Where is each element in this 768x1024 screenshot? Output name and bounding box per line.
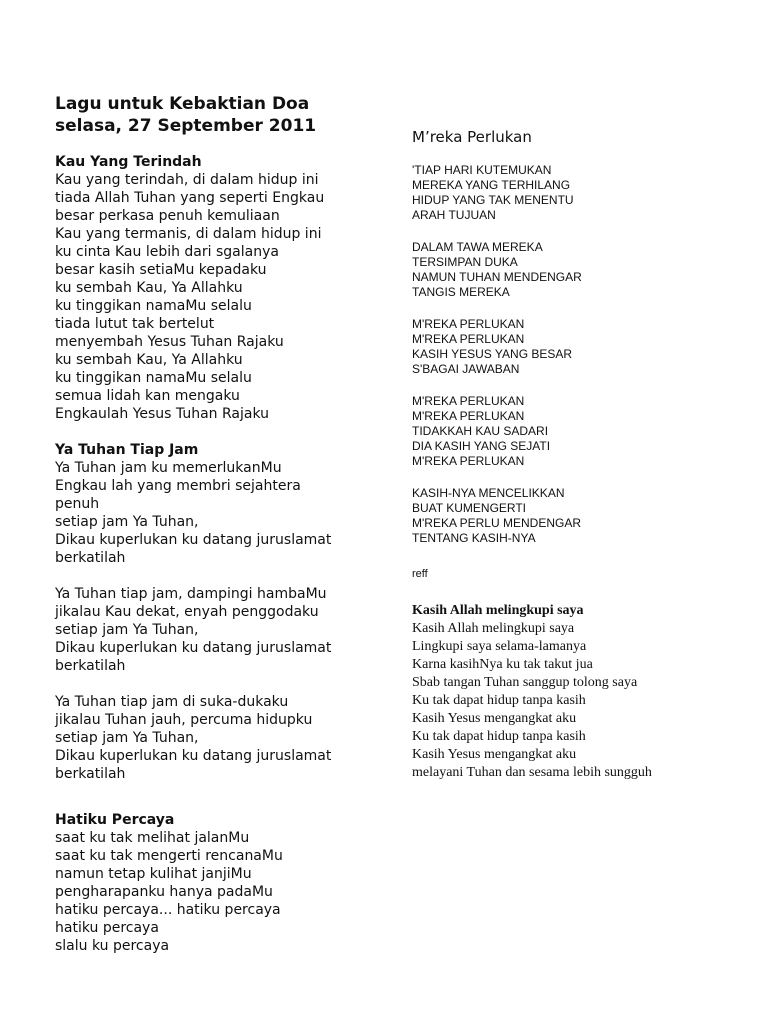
song-title: M’reka Perlukan: [412, 128, 532, 146]
lyric-line: saat ku tak melihat jalanMu: [55, 830, 250, 846]
page-title-line: selasa, 27 September 2011: [55, 116, 317, 136]
lyric-line: berkatilah: [55, 550, 126, 566]
page-title-line: Lagu untuk Kebaktian Doa: [55, 94, 310, 114]
lyric-line: slalu ku percaya: [55, 938, 170, 954]
lyric-line: M'REKA PERLUKAN: [412, 317, 525, 331]
lyric-line: ku cinta Kau lebih dari sgalanya: [55, 244, 279, 260]
lyric-line: hatiku percaya: [55, 920, 159, 936]
lyric-line: Ku tak dapat hidup tanpa kasih: [412, 729, 586, 744]
lyric-line: jikalau Kau dekat, enyah penggodaku: [55, 604, 319, 620]
lyric-line: hatiku percaya... hatiku percaya: [55, 902, 281, 918]
lyric-line: Ya Tuhan tiap jam di suka-dukaku: [55, 694, 289, 710]
lyric-line: ARAH TUJUAN: [412, 208, 496, 222]
lyric-line: M'REKA PERLUKAN: [412, 332, 525, 346]
lyric-line: Dikau kuperlukan ku datang juruslamat: [55, 640, 332, 656]
lyric-line: M'REKA PERLUKAN: [412, 454, 525, 468]
lyric-line: Lingkupi saya selama-lamanya: [412, 639, 587, 654]
lyric-line: MEREKA YANG TERHILANG: [412, 178, 571, 192]
lyric-line: Kasih Allah melingkupi saya: [412, 621, 575, 636]
lyric-line: Engkau lah yang membri sejahtera: [55, 478, 301, 494]
lyric-line: melayani Tuhan dan sesama lebih sungguh: [412, 765, 652, 780]
lyric-line: namun tetap kulihat janjiMu: [55, 866, 252, 882]
lyric-line: Ku tak dapat hidup tanpa kasih: [412, 693, 586, 708]
lyric-line: M'REKA PERLUKAN: [412, 409, 525, 423]
lyric-line: S'BAGAI JAWABAN: [412, 362, 520, 376]
lyric-line: BUAT KUMENGERTI: [412, 501, 527, 515]
lyric-line: TERSIMPAN DUKA: [412, 255, 518, 269]
lyric-line: DIA KASIH YANG SEJATI: [412, 439, 551, 453]
lyric-line: KASIH YESUS YANG BESAR: [412, 347, 573, 361]
song-kasih-allah: [412, 602, 742, 782]
lyric-line: TIDAKKAH KAU SADARI: [412, 424, 549, 438]
lyric-line: Engkaulah Yesus Tuhan Rajaku: [55, 406, 270, 422]
lyric-line: KASIH-NYA MENCELIKKAN: [412, 486, 565, 500]
lyric-line: Dikau kuperlukan ku datang juruslamat: [55, 532, 332, 548]
lyric-line: Ya Tuhan jam ku memerlukanMu: [55, 460, 282, 476]
lyric-line: setiap jam Ya Tuhan,: [55, 730, 199, 746]
page-title: [55, 93, 375, 137]
lyric-line: penuh: [55, 496, 100, 512]
song-hatiku-percaya: [55, 811, 375, 955]
lyric-line: Kau yang terindah, di dalam hidup ini: [55, 172, 319, 188]
lyric-line: ku sembah Kau, Ya Allahku: [55, 280, 243, 296]
lyric-line: NAMUN TUHAN MENDENGAR: [412, 270, 582, 284]
song-kau-yang-terindah: [55, 153, 375, 423]
song-ya-tuhan-tiap-jam: [55, 441, 375, 783]
lyric-line: TANGIS MEREKA: [412, 285, 510, 299]
lyric-line: saat ku tak mengerti rencanaMu: [55, 848, 283, 864]
lyric-line: HIDUP YANG TAK MENENTU: [412, 193, 574, 207]
lyric-line: Karna kasihNya ku tak takut jua: [412, 657, 593, 672]
lyric-line: TENTANG KASIH-NYA: [412, 531, 536, 545]
lyric-line: besar kasih setiaMu kepadaku: [55, 262, 267, 278]
lyric-line: setiap jam Ya Tuhan,: [55, 622, 199, 638]
lyric-line: Sbab tangan Tuhan sanggup tolong saya: [412, 675, 638, 690]
lyric-line: semua lidah kan mengaku: [55, 388, 240, 404]
lyric-line: pengharapanku hanya padaMu: [55, 884, 273, 900]
lyric-line: Kau yang termanis, di dalam hidup ini: [55, 226, 322, 242]
reff-label: reff: [412, 568, 428, 580]
lyric-line: besar perkasa penuh kemuliaan: [55, 208, 280, 224]
song-title: Kau Yang Terindah: [55, 154, 202, 170]
song-mreka-perlukan: [412, 127, 742, 582]
lyric-line: M'REKA PERLUKAN: [412, 394, 525, 408]
lyric-line: tiada lutut tak bertelut: [55, 316, 215, 332]
lyric-line: M'REKA PERLU MENDENGAR: [412, 516, 581, 530]
lyric-line: ku tinggikan namaMu selalu: [55, 298, 252, 314]
right-column: [412, 127, 742, 782]
lyric-line: berkatilah: [55, 766, 126, 782]
lyric-line: jikalau Tuhan jauh, percuma hidupku: [55, 712, 313, 728]
lyric-line: Kasih Yesus mengangkat aku: [412, 747, 577, 762]
left-column: [55, 93, 375, 955]
lyric-line: menyembah Yesus Tuhan Rajaku: [55, 334, 284, 350]
lyric-line: tiada Allah Tuhan yang seperti Engkau: [55, 190, 325, 206]
lyric-line: berkatilah: [55, 658, 126, 674]
lyric-line: Ya Tuhan tiap jam, dampingi hambaMu: [55, 586, 327, 602]
lyric-line: Kasih Yesus mengangkat aku: [412, 711, 577, 726]
lyric-line: ku tinggikan namaMu selalu: [55, 370, 252, 386]
lyric-line: 'TIAP HARI KUTEMUKAN: [412, 163, 552, 177]
lyric-line: ku sembah Kau, Ya Allahku: [55, 352, 243, 368]
lyric-line: setiap jam Ya Tuhan,: [55, 514, 199, 530]
song-title: Kasih Allah melingkupi saya: [412, 603, 584, 618]
lyric-line: DALAM TAWA MEREKA: [412, 240, 543, 254]
song-title: Ya Tuhan Tiap Jam: [55, 442, 199, 458]
song-title: Hatiku Percaya: [55, 812, 175, 828]
lyric-line: Dikau kuperlukan ku datang juruslamat: [55, 748, 332, 764]
